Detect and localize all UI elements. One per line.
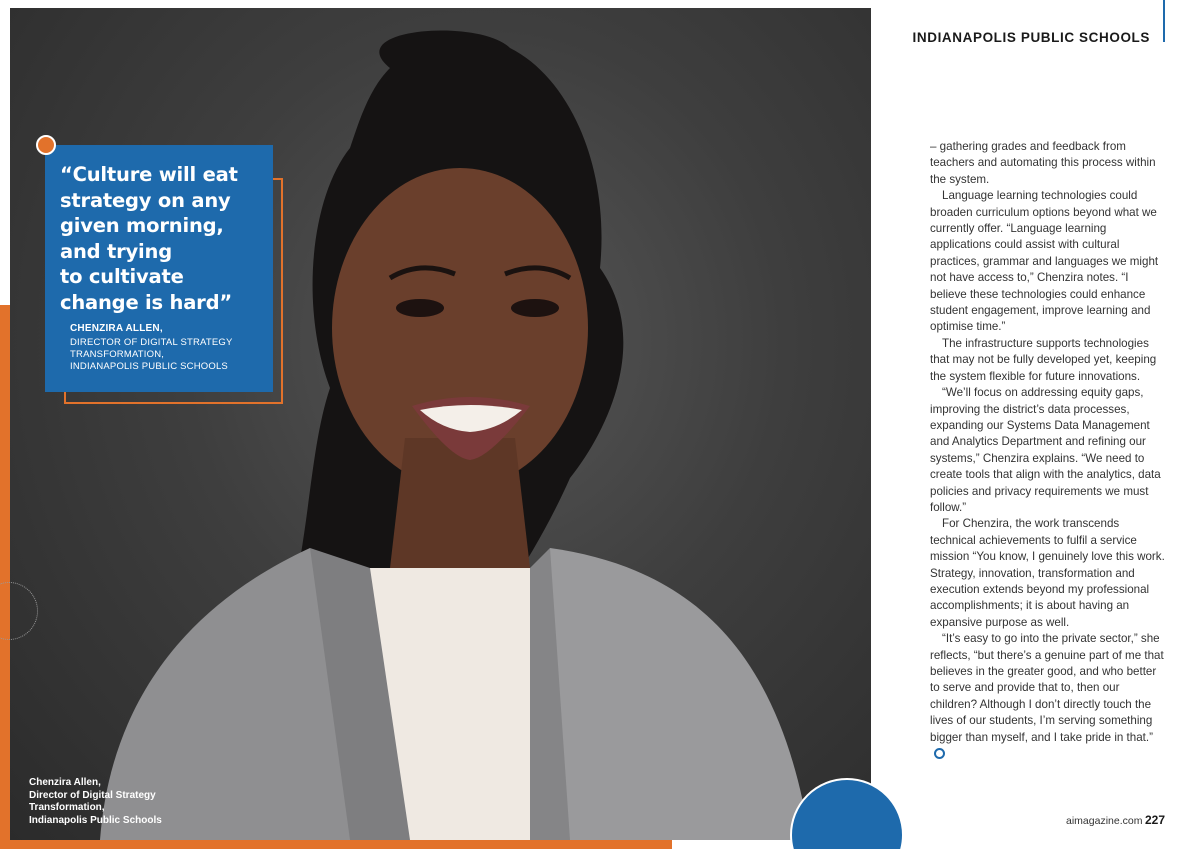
article-paragraph-last [930,631,1166,762]
article-paragraph: – gathering grades and feedback from teachers and automating this process within the system. [930,140,1156,186]
pull-quote-text: “Culture will eat strategy on any given morning, and trying to cultivate change is hard” [60,163,238,314]
article-paragraph-text: “It’s easy to go into the private sector,” she reflects, “but there’s a genuine part of me that believes in the greater good, and who better to serve and provide that to, then our children? Although I don’t directly touch the lives of our students, I’m serving something bigger than myself, and I take pride in that.” [930,632,1164,744]
article-paragraph: For Chenzira, the work transcends technical achievements to fulfil a service mission “You know, I genuinely love this work. Strategy, innovation, transformation and execution extends beyond my professional accomplishments; it is about having an expansive purpose as well. [930,517,1165,629]
quote-dot-icon [36,135,56,155]
article-paragraph: “We’ll focus on addressing equity gaps, improving the district’s data processes, expanding our Systems Data Management and Analytics Department and refining our systems,” Chenzira explains. “We need to create tools that align with the analytics, data policies and privacy requirements we must follow.” [930,386,1161,514]
orange-side-band [0,305,10,849]
pull-quote-role: DIRECTOR OF DIGITAL STRATEGY TRANSFORMATION, INDIANAPOLIS PUBLIC SCHOOLS [70,337,233,372]
article-paragraph: The infrastructure supports technologies that may not be fully developed yet, keeping the system flexible for future innovations. [930,336,1157,383]
orange-bottom-bar [0,840,672,849]
end-mark-icon [934,748,945,759]
section-header: INDIANAPOLIS PUBLIC SCHOOLS [912,30,1150,45]
article-paragraph: Language learning technologies could broaden curriculum options beyond what we currently offer. “Language learning applications could assist with cultural practices, grammar and languages we might not have access to,” Chenzira notes. “I believe these technologies could enhance student engagement, improve learning and optimise time.” [930,189,1159,334]
header-rule [1163,0,1165,42]
page-number: 227 [1145,813,1166,827]
photo-caption: Chenzira Allen, Director of Digital Strategy Transformation, Indianapolis Public Schools [29,777,162,826]
article-body [930,139,1166,762]
portrait-photo [10,8,871,840]
footer-website[interactable]: aimagazine.com [1066,815,1143,827]
pull-quote-name: CHENZIRA ALLEN, [70,323,163,334]
